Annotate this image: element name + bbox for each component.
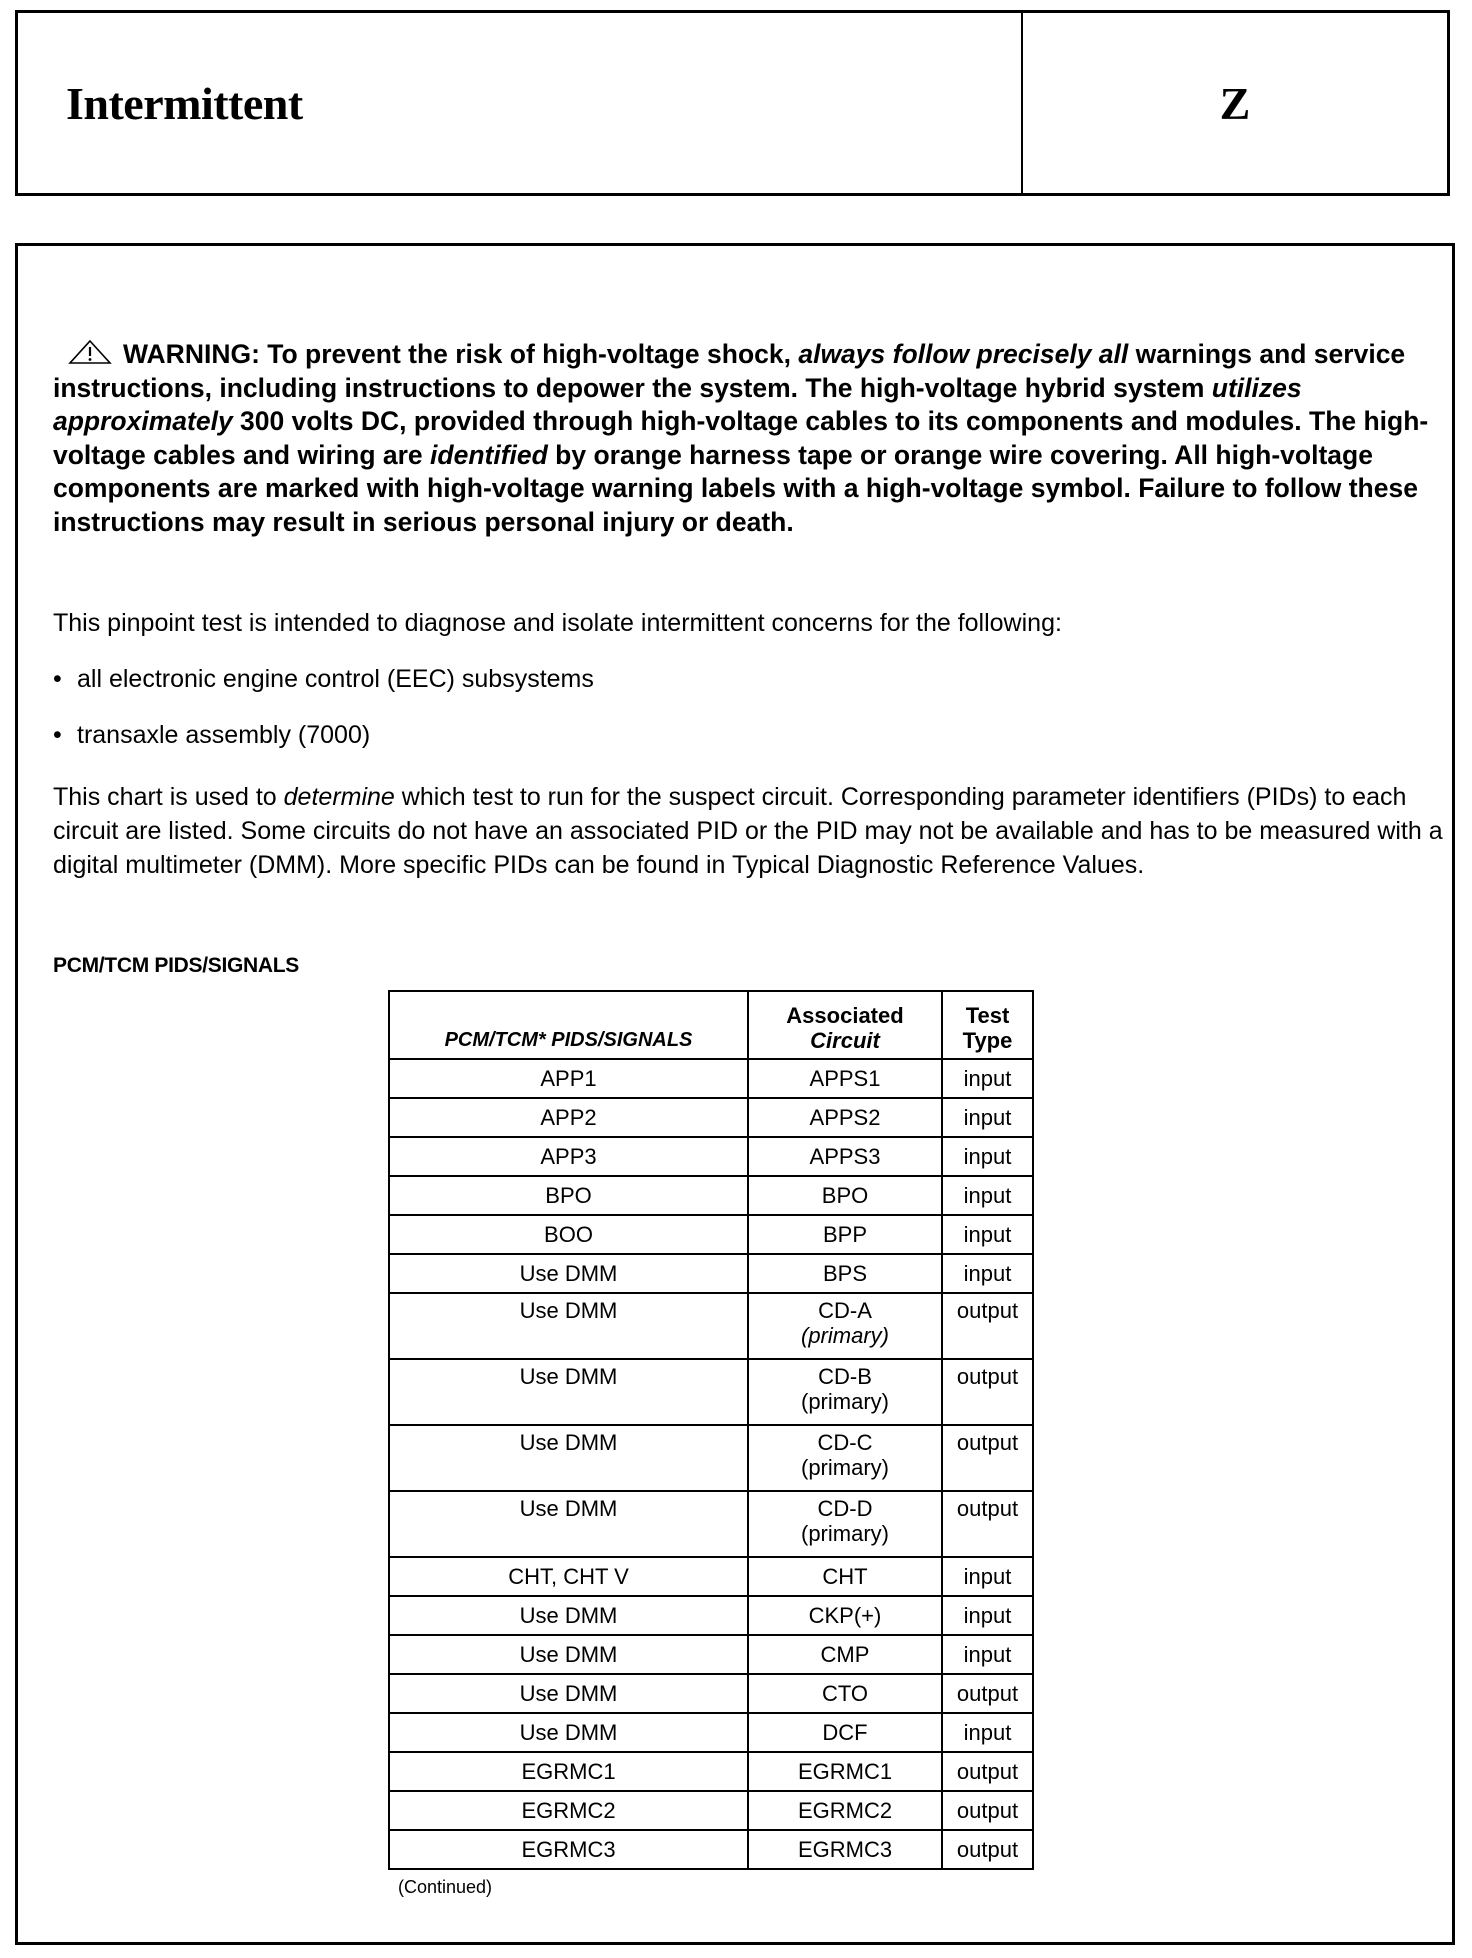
circuit-cell: CHT	[748, 1557, 942, 1596]
circuit-cell: APPS2	[748, 1098, 942, 1137]
pid-cell: Use DMM	[389, 1713, 748, 1752]
content-box	[15, 243, 1455, 1945]
circuit-cell: CKP(+)	[748, 1596, 942, 1635]
circuit-qualifier: (primary)	[801, 1455, 889, 1480]
circuit-cell: BPO	[748, 1176, 942, 1215]
table-row	[389, 1596, 1033, 1635]
column-header-test-type	[942, 991, 1033, 1059]
chart-description-paragraph	[53, 780, 1443, 882]
column-header-text: Type	[962, 1028, 1013, 1053]
test-type-cell: output	[942, 1425, 1033, 1491]
warning-text: To prevent the risk of high-voltage shock,	[259, 339, 799, 369]
circuit-cell	[748, 1359, 942, 1425]
table-row	[389, 1752, 1033, 1791]
circuit-name: CD-A	[818, 1298, 872, 1323]
test-type-cell: output	[942, 1293, 1033, 1359]
circuit-cell	[748, 1293, 942, 1359]
pid-cell: Use DMM	[389, 1491, 748, 1557]
bullet-icon: •	[53, 721, 62, 749]
table-row	[389, 1137, 1033, 1176]
circuit-cell: CTO	[748, 1674, 942, 1713]
warning-text: always follow precisely all	[798, 339, 1129, 369]
circuit-name: CD-B	[818, 1364, 872, 1389]
circuit-cell: CMP	[748, 1635, 942, 1674]
pid-cell: Use DMM	[389, 1254, 748, 1293]
test-type-cell: input	[942, 1059, 1033, 1098]
bullet-text: transaxle assembly (7000)	[77, 721, 371, 749]
test-type-cell: input	[942, 1713, 1033, 1752]
chart-note-text: determine	[283, 783, 395, 811]
pid-cell: EGRMC2	[389, 1791, 748, 1830]
test-type-cell: input	[942, 1098, 1033, 1137]
pid-cell: Use DMM	[389, 1674, 748, 1713]
bullet-text: all electronic engine control (EEC) subsystems	[77, 665, 594, 693]
pid-cell: Use DMM	[389, 1596, 748, 1635]
pid-cell: Use DMM	[389, 1425, 748, 1491]
test-type-cell: input	[942, 1596, 1033, 1635]
test-type-cell: input	[942, 1137, 1033, 1176]
circuit-name: CD-D	[817, 1496, 873, 1521]
chart-note-text: which test to run for the suspect circuit. Corresponding parameter identifiers (PIDs) to each circuit are listed. Some circuits do not have an associated PID or the PID may not be available and has to be measured with a digital multimeter (DMM). More specific PIDs can be found in Typical Diagnostic Reference Values.	[53, 783, 1443, 879]
test-type-cell: output	[942, 1674, 1033, 1713]
test-type-cell: output	[942, 1830, 1033, 1869]
continued-note: (Continued)	[398, 1877, 493, 1897]
warning-text: by orange harness tape or orange wire covering. All high-voltage components are marked with high-voltage warning labels with a high-voltage symbol. Failure to follow these instructions may result in serious personal injury or death.	[53, 439, 1418, 537]
pid-cell: Use DMM	[389, 1635, 748, 1674]
warning-text: utilizes approximately	[53, 372, 1302, 436]
circuit-cell: EGRMC1	[748, 1752, 942, 1791]
table-row	[389, 1674, 1033, 1713]
circuit-qualifier: (primary)	[801, 1389, 889, 1414]
column-header-circuit	[748, 991, 942, 1059]
table-row	[389, 1359, 1033, 1425]
pinpoint-test-code: Z	[1219, 77, 1251, 129]
bullet-item	[53, 662, 594, 696]
page-header	[15, 10, 1450, 196]
circuit-qualifier: (primary)	[801, 1521, 889, 1546]
table-row	[389, 1491, 1033, 1557]
page-title: Intermittent	[66, 77, 303, 129]
header-title-cell	[18, 13, 1023, 193]
circuit-cell	[748, 1491, 942, 1557]
table-row	[389, 1293, 1033, 1359]
test-type-cell: input	[942, 1635, 1033, 1674]
test-type-cell: output	[942, 1752, 1033, 1791]
pid-cell: APP1	[389, 1059, 748, 1098]
warning-label: WARNING:	[123, 339, 260, 369]
circuit-cell: APPS3	[748, 1137, 942, 1176]
pid-cell: APP2	[389, 1098, 748, 1137]
pid-cell: BOO	[389, 1215, 748, 1254]
table-row	[389, 1791, 1033, 1830]
circuit-cell: BPS	[748, 1254, 942, 1293]
circuit-cell: BPP	[748, 1215, 942, 1254]
pid-cell: BPO	[389, 1176, 748, 1215]
warning-triangle-icon	[67, 339, 113, 365]
column-header-text: Associated	[786, 1003, 904, 1028]
table-header-row	[389, 991, 1033, 1059]
circuit-name: CD-C	[817, 1430, 873, 1455]
table-row	[389, 1425, 1033, 1491]
header-code-cell	[1023, 13, 1447, 193]
warning-text: warnings and service instructions, including instructions to depower the system. The high-voltage hybrid system	[53, 339, 1406, 403]
circuit-cell: EGRMC3	[748, 1830, 942, 1869]
pid-cell: CHT, CHT V	[389, 1557, 748, 1596]
test-type-cell: output	[942, 1359, 1033, 1425]
table-row	[389, 1098, 1033, 1137]
pid-cell: Use DMM	[389, 1359, 748, 1425]
circuit-cell: APPS1	[748, 1059, 942, 1098]
warning-block	[53, 338, 1433, 539]
circuit-cell: EGRMC2	[748, 1791, 942, 1830]
column-header-text: Circuit	[810, 1028, 880, 1053]
test-type-cell: input	[942, 1254, 1033, 1293]
chart-note-text: This chart is used to	[53, 783, 284, 811]
table-row	[389, 1215, 1033, 1254]
test-type-cell: input	[942, 1215, 1033, 1254]
bullet-icon: •	[53, 665, 62, 693]
table-row	[389, 1254, 1033, 1293]
circuit-cell: DCF	[748, 1713, 942, 1752]
test-type-cell: output	[942, 1791, 1033, 1830]
table-row	[389, 1059, 1033, 1098]
intro-paragraph: This pinpoint test is intended to diagnose and isolate intermittent concerns for the following:	[53, 609, 1062, 637]
pid-cell: EGRMC1	[389, 1752, 748, 1791]
circuit-qualifier: (primary)	[801, 1323, 889, 1348]
table-row	[389, 1713, 1033, 1752]
table-row	[389, 1176, 1033, 1215]
pid-cell: APP3	[389, 1137, 748, 1176]
pids-signals-table	[388, 990, 1034, 1870]
table-row	[389, 1830, 1033, 1869]
section-heading: PCM/TCM PIDS/SIGNALS	[53, 954, 300, 977]
pid-cell: EGRMC3	[389, 1830, 748, 1869]
table-row	[389, 1557, 1033, 1596]
warning-text: 300 volts DC, provided through high-voltage cables to its components and modules. The high-voltage cables and wiring are	[53, 406, 1429, 470]
column-header-pids	[389, 991, 748, 1059]
table-row	[389, 1635, 1033, 1674]
circuit-cell	[748, 1425, 942, 1491]
test-type-cell: input	[942, 1176, 1033, 1215]
warning-text: identified	[430, 439, 548, 470]
bullet-item	[53, 718, 370, 752]
test-type-cell: input	[942, 1557, 1033, 1596]
pid-cell: Use DMM	[389, 1293, 748, 1359]
column-header-text: Test	[965, 1003, 1010, 1028]
test-type-cell: output	[942, 1491, 1033, 1557]
column-header-text: PCM/TCM* PIDS/SIGNALS	[444, 1029, 693, 1051]
